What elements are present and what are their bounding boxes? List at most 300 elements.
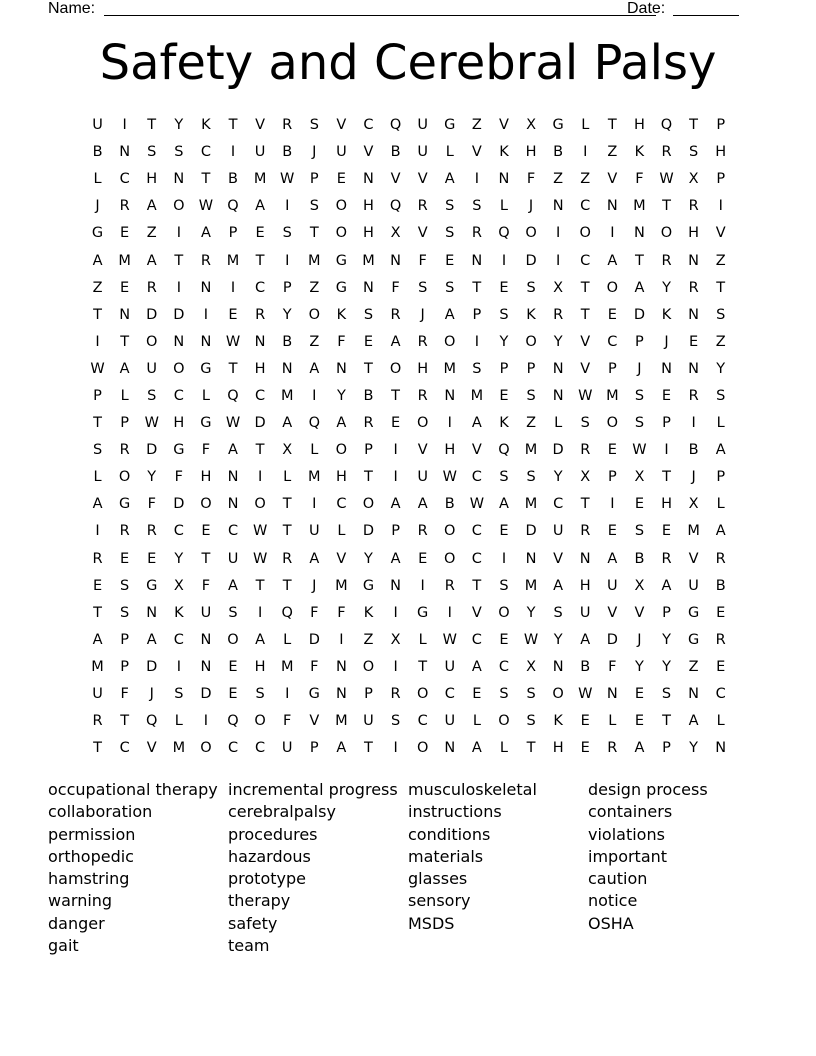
word-list-column <box>48 779 228 957</box>
grid-letter: S <box>228 604 238 621</box>
grid-letter: D <box>552 442 564 459</box>
grid-letter: G <box>119 496 131 513</box>
grid-letter: R <box>92 550 103 567</box>
grid-letter: R <box>715 631 726 648</box>
grid-letter: P <box>716 469 726 486</box>
grid-letter: S <box>499 686 509 703</box>
grid-letter: H <box>363 225 374 242</box>
word-list-item: sensory <box>408 891 471 911</box>
grid-letter: D <box>308 631 320 648</box>
grid-letter: D <box>200 686 212 703</box>
grid-letter: O <box>335 225 348 242</box>
grid-letter: J <box>312 144 317 161</box>
grid-letter: T <box>282 523 292 540</box>
grid-letter: W <box>280 171 295 188</box>
grid-letter: O <box>308 306 320 323</box>
grid-letter: N <box>633 225 645 242</box>
grid-letter: H <box>579 577 591 594</box>
page-title: Safety and Cerebral Palsy <box>99 35 717 91</box>
grid-letter: S <box>309 117 319 134</box>
grid-letter: B <box>444 496 455 513</box>
grid-letter: L <box>608 713 617 730</box>
grid-letter: T <box>201 550 211 567</box>
grid-letter: S <box>526 686 536 703</box>
grid-letter: A <box>92 252 103 269</box>
grid-letter: Y <box>716 360 726 377</box>
grid-letter: A <box>309 360 320 377</box>
grid-letter: E <box>499 279 509 296</box>
grid-letter: L <box>310 442 319 459</box>
grid-letter: V <box>390 171 401 188</box>
grid-letter: I <box>203 713 209 730</box>
grid-letter: Z <box>607 144 618 161</box>
word-list-column <box>588 779 768 957</box>
grid-letter: P <box>499 360 509 377</box>
grid-letter: J <box>637 360 642 377</box>
grid-letter: E <box>634 496 644 513</box>
grid-letter: W <box>469 496 485 513</box>
grid-letter: E <box>201 523 211 540</box>
grid-letter: O <box>498 713 510 730</box>
grid-letter: L <box>445 144 454 161</box>
grid-letter: P <box>120 415 130 432</box>
grid-letter: O <box>552 686 564 703</box>
grid-letter: M <box>253 171 267 188</box>
word-list-item: prototype <box>228 869 306 889</box>
grid-letter: Z <box>526 415 537 432</box>
grid-letter: D <box>173 306 185 323</box>
grid-row <box>84 139 734 166</box>
grid-letter: I <box>393 442 398 459</box>
grid-letter: N <box>254 333 266 350</box>
grid-letter: T <box>93 306 102 323</box>
grid-letter: F <box>147 496 156 513</box>
grid-letter: R <box>363 415 374 432</box>
grid-letter: J <box>664 333 669 350</box>
grid-letter: K <box>634 144 645 161</box>
word-list-item: hazardous <box>228 846 311 866</box>
grid-letter: Y <box>526 604 536 621</box>
grid-letter: I <box>176 279 181 296</box>
grid-letter: N <box>688 306 700 323</box>
grid-letter: M <box>362 252 375 269</box>
grid-letter: I <box>474 333 479 350</box>
grid-letter: B <box>688 442 699 459</box>
word-list-item: collaboration <box>48 802 153 822</box>
grid-letter: O <box>444 333 456 350</box>
grid-row <box>84 546 734 573</box>
grid-letter: Z <box>92 279 103 296</box>
grid-letter: T <box>662 713 671 730</box>
grid-letter: C <box>417 713 428 730</box>
grid-letter: T <box>391 387 400 404</box>
grid-letter: T <box>580 306 590 323</box>
grid-letter: T <box>255 252 265 269</box>
word-list <box>48 779 768 957</box>
grid-letter: F <box>120 686 129 703</box>
grid-letter: P <box>607 469 617 486</box>
grid-letter: N <box>579 550 591 567</box>
grid-letter: I <box>556 252 561 269</box>
grid-letter: W <box>578 387 593 404</box>
word-list-item: containers <box>588 802 673 822</box>
grid-letter: D <box>362 523 375 540</box>
grid-letter: A <box>688 713 699 730</box>
grid-letter: N <box>688 360 700 377</box>
grid-letter: S <box>716 387 726 404</box>
grid-letter: S <box>418 279 428 296</box>
grid-letter: B <box>228 171 238 188</box>
grid-letter: Q <box>389 198 402 215</box>
grid-letter: Q <box>498 442 510 459</box>
grid-letter: U <box>607 577 618 594</box>
grid-letter: Y <box>174 550 184 567</box>
grid-letter: T <box>201 171 211 188</box>
word-list-item: team <box>228 936 270 956</box>
grid-letter: N <box>173 171 185 188</box>
word-list-item: cerebralpalsy <box>228 802 336 822</box>
grid-letter: Y <box>662 279 671 296</box>
grid-letter: F <box>337 604 346 621</box>
grid-letter: S <box>526 387 536 404</box>
grid-letter: A <box>336 415 347 432</box>
grid-letter: M <box>335 713 348 730</box>
grid-letter: U <box>146 360 158 377</box>
grid-letter: M <box>335 577 348 594</box>
grid-letter: T <box>174 252 184 269</box>
grid-letter: D <box>633 306 645 323</box>
date-blank-line <box>673 15 739 16</box>
grid-letter: A <box>471 740 482 757</box>
grid-letter: A <box>228 577 238 594</box>
grid-letter: P <box>662 740 671 757</box>
grid-letter: F <box>526 171 536 188</box>
grid-letter: C <box>471 550 482 567</box>
grid-letter: T <box>716 279 726 296</box>
grid-row <box>84 464 734 491</box>
grid-letter: D <box>146 442 158 459</box>
grid-letter: F <box>310 658 319 675</box>
grid-letter: Y <box>662 658 671 675</box>
grid-letter: P <box>635 333 644 350</box>
grid-letter: I <box>393 740 398 757</box>
grid-letter: T <box>580 279 590 296</box>
grid-letter: R <box>417 523 428 540</box>
grid-row <box>84 708 734 735</box>
grid-letter: C <box>173 631 184 648</box>
grid-letter: O <box>362 496 375 513</box>
grid-letter: U <box>254 144 266 161</box>
grid-letter: A <box>444 171 455 188</box>
grid-letter: X <box>580 469 591 486</box>
grid-letter: G <box>362 577 375 594</box>
grid-letter: N <box>498 171 510 188</box>
word-list-item: conditions <box>408 824 491 844</box>
grid-letter: L <box>554 415 563 432</box>
grid-letter: U <box>417 469 428 486</box>
grid-letter: K <box>201 117 211 134</box>
grid-letter: E <box>499 387 509 404</box>
grid-letter: K <box>526 306 536 323</box>
grid-letter: O <box>416 740 429 757</box>
grid-letter: C <box>336 496 347 513</box>
grid-letter: A <box>634 740 645 757</box>
grid-letter: S <box>92 442 103 459</box>
grid-letter: H <box>173 415 185 432</box>
grid-letter: J <box>420 306 425 323</box>
grid-letter: E <box>255 225 265 242</box>
grid-letter: X <box>688 496 699 513</box>
grid-letter: N <box>200 279 212 296</box>
grid-letter: F <box>174 469 183 486</box>
grid-letter: W <box>578 686 593 703</box>
grid-letter: Q <box>281 604 293 621</box>
grid-letter: H <box>200 469 212 486</box>
date-label: Date: <box>627 0 666 17</box>
grid-letter: X <box>282 442 293 459</box>
grid-letter: L <box>472 713 481 730</box>
word-list-column <box>228 779 408 957</box>
grid-row <box>84 302 734 329</box>
grid-letter: B <box>363 387 374 404</box>
grid-letter: M <box>226 252 240 269</box>
grid-letter: H <box>335 469 347 486</box>
grid-letter: O <box>335 198 348 215</box>
grid-letter: R <box>417 387 428 404</box>
grid-letter: C <box>173 523 184 540</box>
grid-letter: H <box>715 144 727 161</box>
grid-letter: C <box>580 198 591 215</box>
grid-letter: S <box>120 577 130 594</box>
grid-letter: I <box>610 496 615 513</box>
grid-letter: H <box>254 658 266 675</box>
grid-letter: O <box>254 713 266 730</box>
grid-letter: S <box>282 225 292 242</box>
grid-letter: I <box>664 442 669 459</box>
grid-letter: A <box>661 577 672 594</box>
grid-letter: S <box>499 306 509 323</box>
grid-letter: A <box>471 658 482 675</box>
grid-letter: I <box>176 225 181 242</box>
grid-letter: X <box>390 225 401 242</box>
worksheet-header <box>48 0 748 20</box>
grid-letter: O <box>606 415 619 432</box>
grid-letter: B <box>553 144 564 161</box>
grid-letter: I <box>610 225 615 242</box>
grid-letter: U <box>336 144 347 161</box>
grid-letter: G <box>335 279 348 296</box>
grid-letter: Z <box>553 171 564 188</box>
grid-letter: U <box>552 523 564 540</box>
grid-letter: R <box>146 523 157 540</box>
grid-letter: E <box>445 252 455 269</box>
grid-letter: I <box>285 686 290 703</box>
grid-row <box>84 518 734 545</box>
grid-letter: T <box>662 469 671 486</box>
grid-letter: S <box>309 198 319 215</box>
grid-letter: W <box>252 550 268 567</box>
grid-letter: V <box>363 144 374 161</box>
grid-letter: M <box>172 740 186 757</box>
grid-letter: X <box>634 469 645 486</box>
grid-letter: F <box>201 442 211 459</box>
grid-letter: J <box>149 686 154 703</box>
grid-letter: I <box>312 387 317 404</box>
grid-letter: T <box>255 442 265 459</box>
grid-letter: O <box>525 225 537 242</box>
grid-letter: M <box>91 658 104 675</box>
grid-letter: Q <box>308 415 320 432</box>
grid-letter: S <box>634 387 645 404</box>
grid-letter: L <box>716 713 725 730</box>
word-list-item: danger <box>48 913 105 933</box>
grid-letter: C <box>227 740 239 757</box>
grid-row <box>84 112 734 139</box>
grid-letter: B <box>282 333 293 350</box>
grid-letter: N <box>119 306 131 323</box>
grid-row <box>84 735 734 762</box>
grid-letter: H <box>525 144 537 161</box>
grid-row <box>84 166 734 193</box>
grid-letter: D <box>254 415 266 432</box>
grid-letter: Z <box>688 658 699 675</box>
grid-letter: X <box>526 658 537 675</box>
grid-letter: Z <box>715 333 726 350</box>
grid-letter: H <box>688 225 700 242</box>
grid-letter: R <box>255 306 266 323</box>
grid-letter: I <box>339 631 344 648</box>
grid-letter: A <box>498 496 509 513</box>
grid-letter: E <box>580 713 590 730</box>
grid-row <box>84 329 734 356</box>
grid-letter: V <box>336 117 347 134</box>
grid-letter: R <box>200 252 211 269</box>
grid-letter: N <box>200 631 212 648</box>
grid-letter: E <box>92 577 103 594</box>
grid-letter: K <box>499 415 509 432</box>
grid-letter: O <box>173 198 185 215</box>
grid-letter: B <box>92 144 103 161</box>
grid-letter: M <box>280 658 294 675</box>
grid-letter: X <box>173 577 184 594</box>
grid-letter: N <box>173 333 185 350</box>
grid-letter: N <box>200 658 212 675</box>
grid-letter: P <box>282 279 292 296</box>
grid-letter: R <box>471 225 482 242</box>
grid-letter: U <box>363 713 374 730</box>
grid-letter: C <box>227 523 239 540</box>
grid-letter: S <box>147 387 157 404</box>
grid-letter: O <box>227 631 239 648</box>
grid-letter: S <box>526 469 536 486</box>
grid-letter: S <box>553 604 563 621</box>
grid-letter: S <box>174 686 184 703</box>
grid-letter: Z <box>363 631 374 648</box>
grid-letter: S <box>472 198 482 215</box>
grid-letter: N <box>390 577 401 594</box>
grid-letter: A <box>634 279 645 296</box>
grid-letter: V <box>634 604 645 621</box>
grid-row <box>84 627 734 654</box>
grid-row <box>84 220 734 247</box>
grid-letter: L <box>716 496 725 513</box>
grid-letter: I <box>257 469 263 486</box>
grid-letter: Q <box>227 198 239 215</box>
grid-letter: T <box>93 604 102 621</box>
grid-letter: S <box>445 279 455 296</box>
grid-letter: R <box>119 442 130 459</box>
grid-letter: X <box>526 117 537 134</box>
grid-letter: F <box>635 171 644 188</box>
grid-letter: H <box>254 360 266 377</box>
grid-letter: F <box>608 658 617 675</box>
word-list-item: gait <box>48 936 79 956</box>
word-list-column <box>408 779 588 957</box>
grid-row <box>84 681 734 708</box>
word-list-item: orthopedic <box>48 846 134 866</box>
grid-letter: R <box>580 523 591 540</box>
grid-letter: N <box>281 360 293 377</box>
grid-letter: R <box>607 740 618 757</box>
grid-letter: E <box>499 631 509 648</box>
grid-letter: E <box>390 415 401 432</box>
grid-letter: X <box>634 577 645 594</box>
grid-letter: W <box>144 415 159 432</box>
grid-letter: G <box>308 686 320 703</box>
grid-letter: R <box>417 198 428 215</box>
grid-letter: E <box>689 333 699 350</box>
grid-row <box>84 247 734 274</box>
grid-letter: M <box>308 252 321 269</box>
grid-letter: U <box>417 117 428 134</box>
grid-letter: P <box>120 631 130 648</box>
grid-letter: N <box>688 252 700 269</box>
grid-letter: R <box>390 306 401 323</box>
grid-letter: E <box>363 333 374 350</box>
grid-letter: H <box>363 198 374 215</box>
grid-letter: I <box>420 577 425 594</box>
grid-row <box>84 410 734 437</box>
grid-letter: G <box>687 604 700 621</box>
grid-letter: U <box>579 604 591 621</box>
grid-letter: A <box>282 415 293 432</box>
grid-letter: P <box>309 740 319 757</box>
grid-letter: L <box>499 198 508 215</box>
grid-letter: T <box>147 117 157 134</box>
grid-letter: T <box>120 713 130 730</box>
grid-letter: P <box>716 171 726 188</box>
grid-letter: N <box>688 686 700 703</box>
grid-letter: F <box>283 713 292 730</box>
word-list-item: warning <box>48 891 113 911</box>
grid-letter: R <box>146 279 157 296</box>
grid-letter: P <box>364 442 373 459</box>
grid-letter: N <box>200 333 212 350</box>
grid-row <box>84 437 734 464</box>
grid-letter: E <box>120 279 130 296</box>
grid-letter: S <box>147 144 157 161</box>
grid-letter: N <box>146 604 158 621</box>
grid-letter: I <box>393 604 398 621</box>
word-list-item: glasses <box>408 869 468 889</box>
grid-letter: E <box>716 658 726 675</box>
grid-letter: M <box>118 252 131 269</box>
grid-letter: B <box>390 144 401 161</box>
grid-letter: V <box>471 442 482 459</box>
grid-letter: E <box>661 387 672 404</box>
grid-letter: N <box>661 360 672 377</box>
grid-letter: T <box>526 740 536 757</box>
